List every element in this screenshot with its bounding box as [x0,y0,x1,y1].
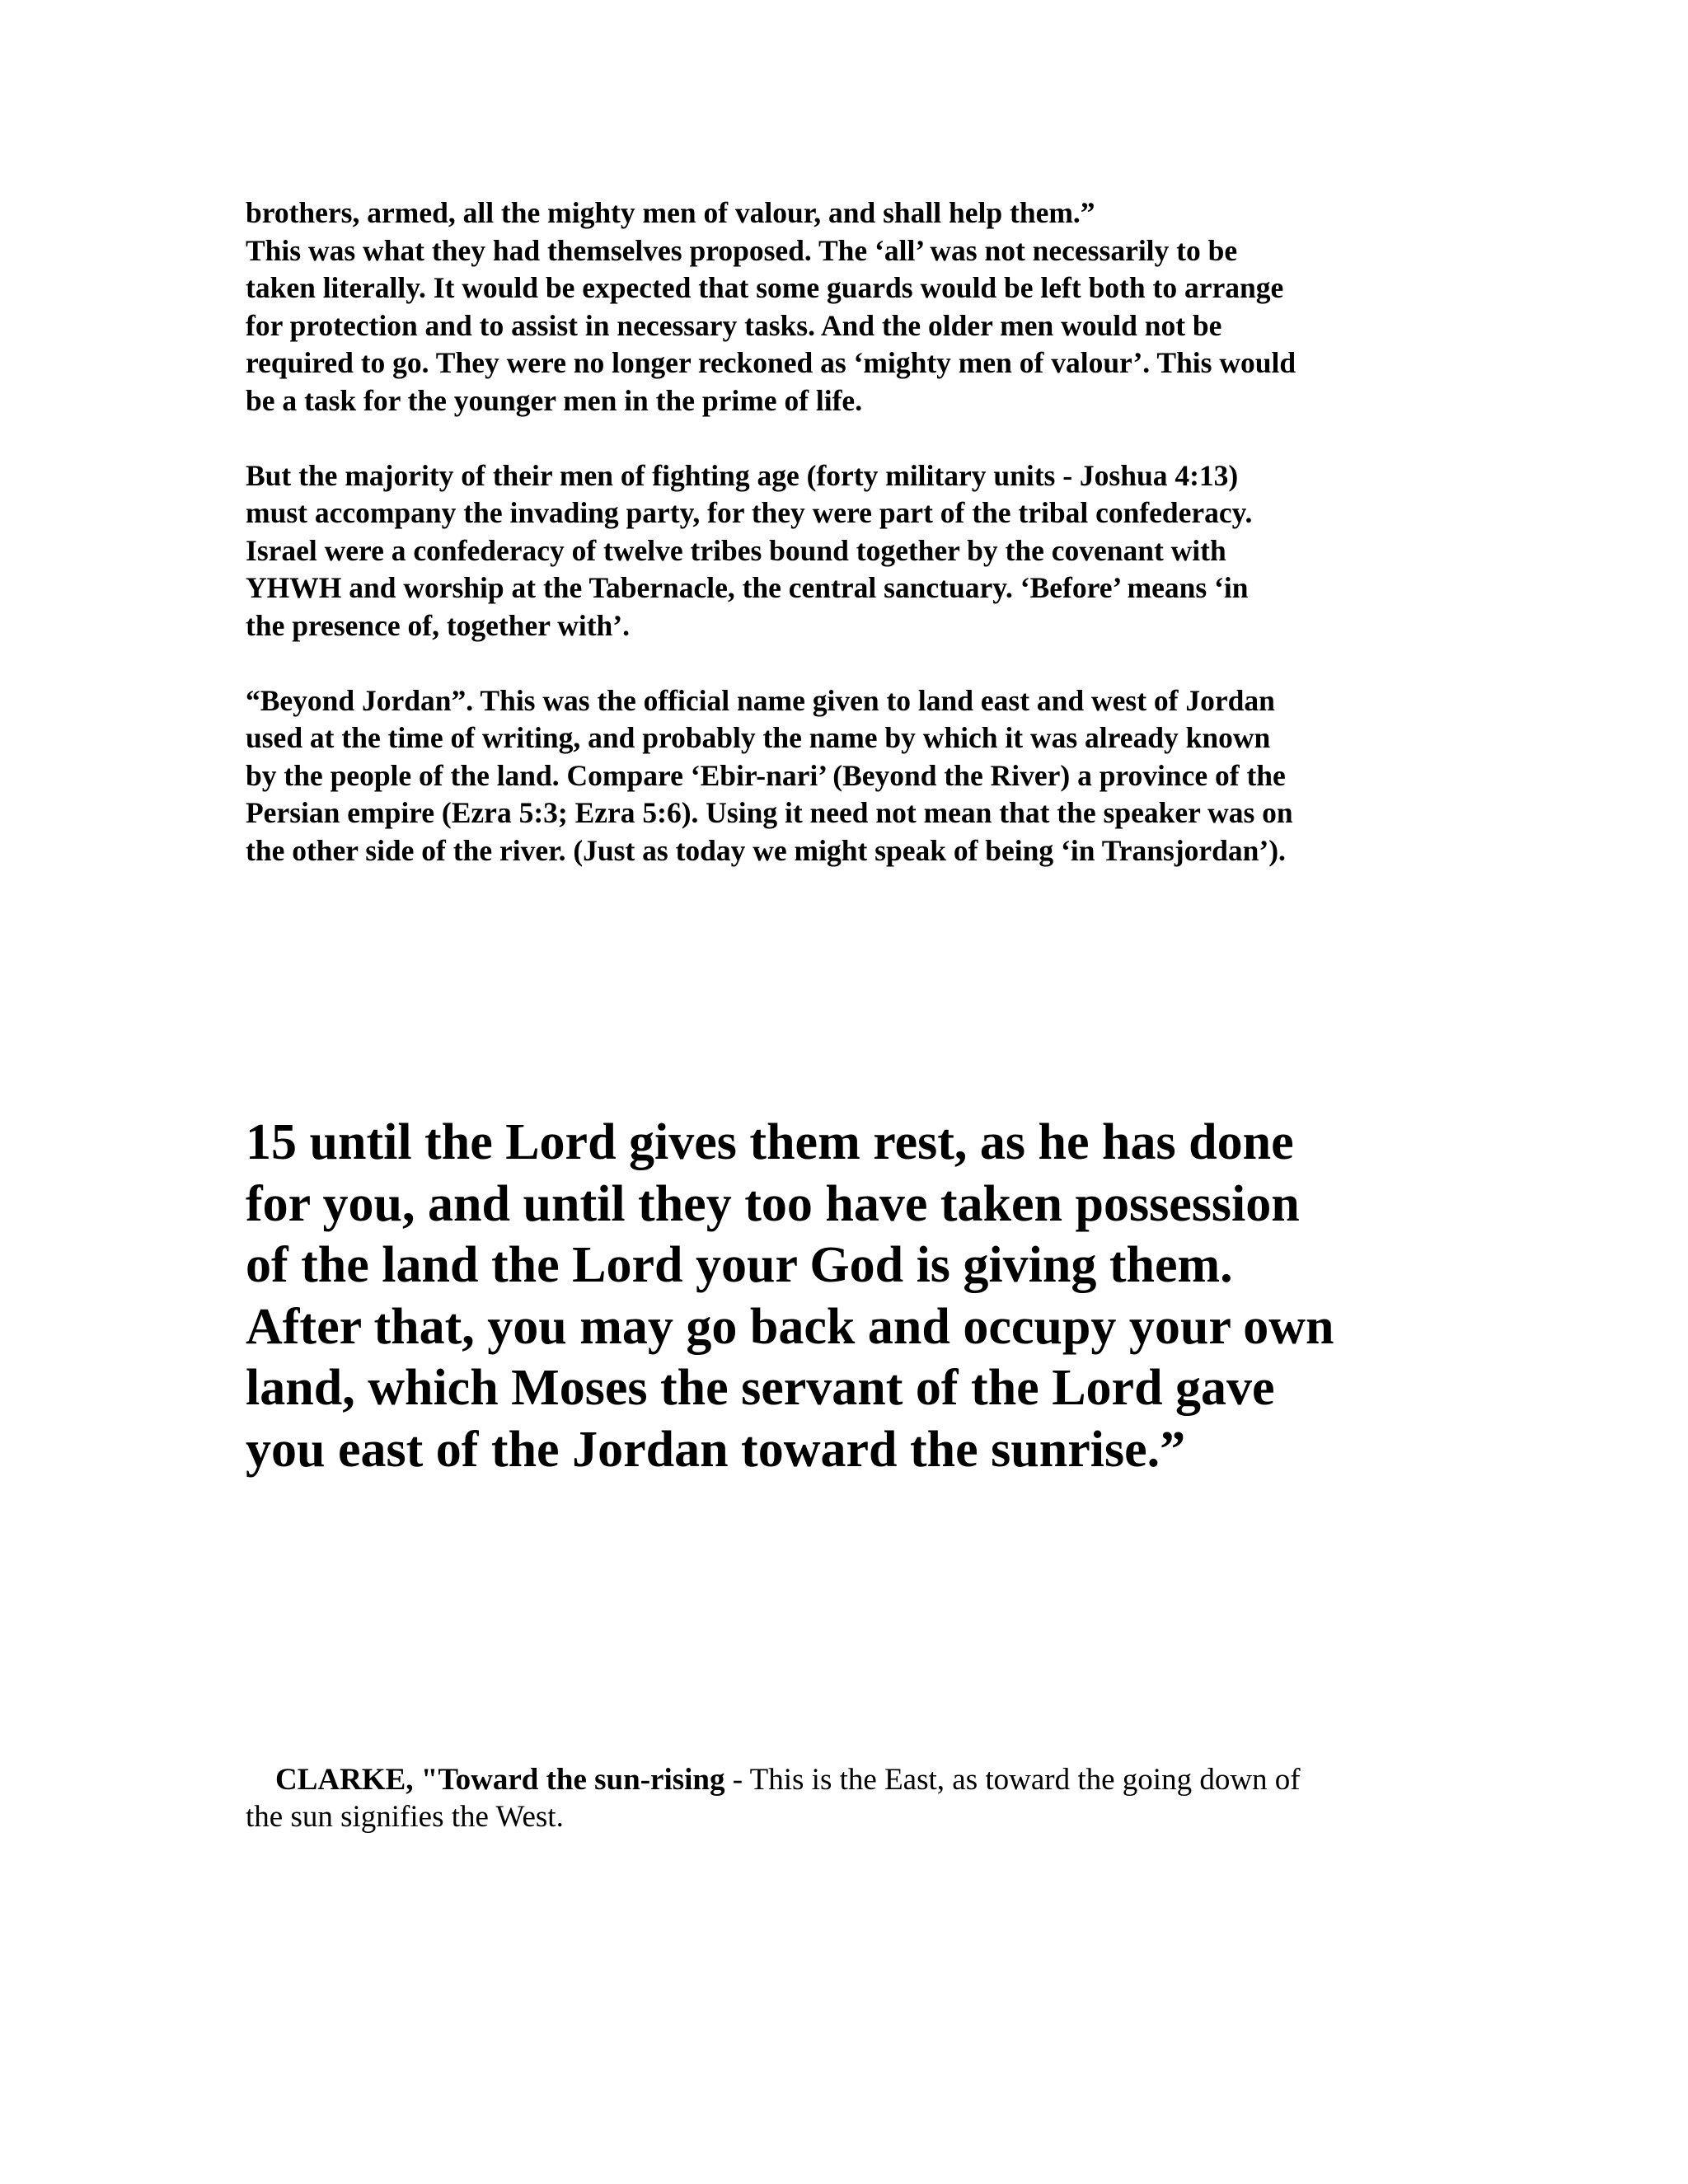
commentary-paragraph-1 [246,194,1449,419]
verse-line: After that, you may go back and occupy your own [246,1298,1334,1355]
text-line: taken literally. It would be expected that some guards would be left both to arrange [246,271,1284,304]
clarke-line-1 [246,1761,1465,1798]
clarke-lead: CLARKE, "Toward the sun-rising [275,1763,725,1797]
verse-15-block [246,1112,1465,1480]
verse-line: 15 until the Lord gives them rest, as he has done [246,1114,1294,1170]
verse-line: for you, and until they too have taken possession [246,1175,1300,1232]
clarke-commentary [246,1761,1465,1835]
commentary-paragraph-2 [246,457,1449,645]
clarke-text: - This is the East, as toward the going down of [724,1763,1301,1797]
clarke-line-2: the sun signifies the West. [246,1800,564,1834]
text-line: brothers, armed, all the mighty men of valour, and shall help them.” [246,196,1095,229]
text-line: This was what they had themselves proposed. The ‘all’ was not necessarily to be [246,233,1238,267]
text-line: “Beyond Jordan”. This was the official name given to land east and west of Jordan [246,683,1275,717]
text-line: But the majority of their men of fighting age (forty military units - Joshua 4:13) [246,458,1239,492]
text-line: be a task for the younger men in the prime of life. [246,383,863,417]
text-line: Israel were a confederacy of twelve tribes bound together by the covenant with [246,533,1226,567]
text-line: used at the time of writing, and probably the name by which it was already known [246,721,1271,754]
verse-line: you east of the Jordan toward the sunrise.” [246,1421,1186,1478]
text-line: Persian empire (Ezra 5:3; Ezra 5:6). Using it need not mean that the speaker was on [246,796,1293,829]
text-line: for protection and to assist in necessary tasks. And the older men would not be [246,308,1222,342]
verse-line: of the land the Lord your God is giving them. [246,1237,1233,1293]
text-line: the other side of the river. (Just as today we might speak of being ‘in Transjordan’). [246,833,1286,867]
text-line: required to go. They were no longer reckoned as ‘mighty men of valour’. This would [246,346,1296,379]
text-line: the presence of, together with’. [246,608,630,642]
verse-line: land, which Moses the servant of the Lord gave [246,1360,1275,1416]
text-line: YHWH and worship at the Tabernacle, the central sanctuary. ‘Before’ means ‘in [246,571,1249,604]
text-line: must accompany the invading party, for they were part of the tribal confederacy. [246,496,1253,529]
commentary-paragraph-3 [246,682,1449,870]
text-line: by the people of the land. Compare ‘Ebir-nari’ (Beyond the River) a province of the [246,758,1286,792]
commentary-section [246,194,1449,869]
